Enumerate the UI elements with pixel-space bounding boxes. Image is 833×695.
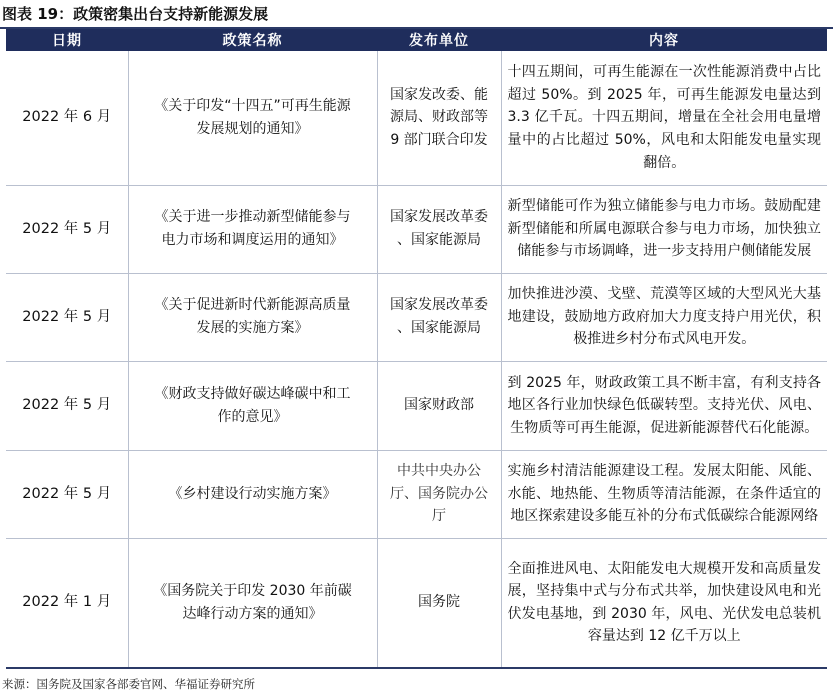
cell-policy: 《财政支持做好碳达峰碳中和工作的意见》 <box>128 361 377 450</box>
cell-date: 2022 年 5 月 <box>6 185 128 273</box>
cell-content: 到 2025 年，财政政策工具不断丰富，有利支持各地区各行业加快绿色低碳转型。支持光伏、风电、生物质等可再生能源，促进新能源替代石化能源。 <box>501 361 827 450</box>
cell-date: 2022 年 5 月 <box>6 361 128 450</box>
table-row <box>6 273 827 361</box>
header-content: 内容 <box>501 29 827 51</box>
header-policy-name: 政策名称 <box>128 29 377 51</box>
cell-publisher: 国家财政部 <box>377 361 501 450</box>
table-row <box>6 538 827 668</box>
cell-policy: 《关于印发“十四五”可再生能源发展规划的通知》 <box>128 51 377 185</box>
header-date: 日期 <box>6 29 128 51</box>
cell-policy: 《关于促进新时代新能源高质量发展的实施方案》 <box>128 273 377 361</box>
cell-policy: 《国务院关于印发 2030 年前碳达峰行动方案的通知》 <box>128 538 377 668</box>
cell-date: 2022 年 6 月 <box>6 51 128 185</box>
cell-date: 2022 年 1 月 <box>6 538 128 668</box>
table-row <box>6 51 827 185</box>
figure-title: 图表 19：政策密集出台支持新能源发展 <box>2 5 269 23</box>
cell-publisher: 国务院 <box>377 538 501 668</box>
cell-content: 全面推进风电、太阳能发电大规模开发和高质量发展，坚持集中式与分布式共举，加快建设风电和光伏发电基地，到 2030 年，风电、光伏发电总装机容量达到 12 亿千万以上 <box>501 538 827 668</box>
cell-content: 实施乡村清洁能源建设工程。发展太阳能、风能、水能、地热能、生物质等清洁能源，在条件适宜的地区探索建设多能互补的分布式低碳综合能源网络 <box>501 450 827 538</box>
cell-content: 十四五期间，可再生能源在一次性能源消费中占比超过 50%。到 2025 年，可再生能源发电量达到 3.3 亿千瓦。十四五期间，增量在全社会用电量增量中的占比超过 50%，风电和太阳能发电量实现翻倍。 <box>501 51 827 185</box>
cell-publisher: 国家发改委、能源局、财政部等 9 部门联合印发 <box>377 51 501 185</box>
cell-content: 加快推进沙漠、戈壁、荒漠等区域的大型风光大基地建设，鼓励地方政府加大力度支持户用光伏，积极推进乡村分布式风电开发。 <box>501 273 827 361</box>
policy-table <box>6 29 827 669</box>
cell-publisher: 国家发展改革委 、国家能源局 <box>377 273 501 361</box>
header-publisher: 发布单位 <box>377 29 501 51</box>
table-row <box>6 450 827 538</box>
table-row <box>6 185 827 273</box>
cell-date: 2022 年 5 月 <box>6 450 128 538</box>
cell-date: 2022 年 5 月 <box>6 273 128 361</box>
table-row <box>6 361 827 450</box>
cell-policy: 《关于进一步推动新型储能参与电力市场和调度运用的通知》 <box>128 185 377 273</box>
cell-publisher: 国家发展改革委 、国家能源局 <box>377 185 501 273</box>
source-note: 来源：国务院及国家各部委官网、华福证券研究所 <box>2 677 255 691</box>
cell-publisher: 中共中央办公厅、国务院办公厅 <box>377 450 501 538</box>
table-header-row <box>6 29 827 51</box>
cell-content: 新型储能可作为独立储能参与电力市场。鼓励配建新型储能和所属电源联合参与电力市场，加快独立储能参与市场调峰，进一步支持用户侧储能发展 <box>501 185 827 273</box>
cell-policy: 《乡村建设行动实施方案》 <box>128 450 377 538</box>
